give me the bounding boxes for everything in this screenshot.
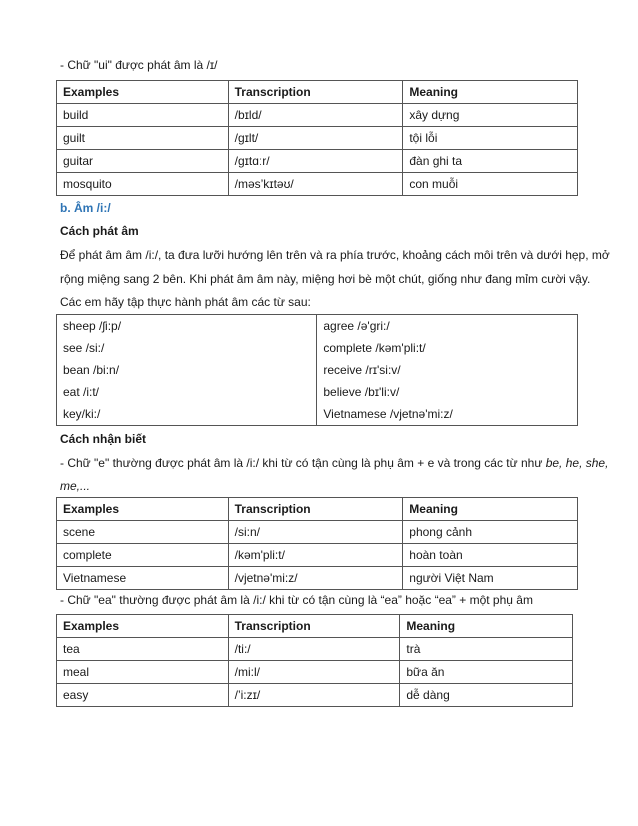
table-row <box>57 544 578 567</box>
practice-word-right: complete /kəm'pli:t/ <box>317 337 578 359</box>
cell-meaning: hoàn toàn <box>403 544 578 567</box>
practice-row <box>57 359 578 381</box>
cell-transcription: /ti:/ <box>228 638 400 661</box>
table-row <box>57 127 578 150</box>
section-b-heading: b. Âm /i:/ <box>60 201 111 215</box>
rule-e-continuation: me,... <box>60 479 91 493</box>
table-header-row <box>57 615 573 638</box>
practice-row <box>57 337 578 359</box>
cell-transcription: /’i:zɪ/ <box>228 684 400 707</box>
practice-row <box>57 403 578 426</box>
table-row <box>57 521 578 544</box>
cell-transcription: /gɪlt/ <box>228 127 403 150</box>
cell-transcription: /gɪtɑːr/ <box>228 150 403 173</box>
practice-word-left: key/ki:/ <box>57 403 317 426</box>
rule-e-line-2 <box>60 479 588 493</box>
table-row <box>57 638 573 661</box>
cell-meaning: đàn ghi ta <box>403 150 578 173</box>
practice-word-right: receive /rɪ'si:v/ <box>317 359 578 381</box>
practice-row <box>57 315 578 338</box>
cell-transcription: /kəm'pli:t/ <box>228 544 403 567</box>
cell-example: guilt <box>57 127 229 150</box>
practice-word-left: eat /i:t/ <box>57 381 317 403</box>
table-header-row <box>57 498 578 521</box>
cell-example: scene <box>57 521 229 544</box>
cell-meaning: phong cảnh <box>403 521 578 544</box>
table-e <box>56 497 578 590</box>
table-row <box>57 661 573 684</box>
how-to-text-line-2: rộng miệng sang 2 bên. Khi phát âm âm này, miệng hơi bè một chút, giống như đang mỉm cười vậy. <box>60 272 591 286</box>
practice-word-left: bean /bi:n/ <box>57 359 317 381</box>
table-row <box>57 173 578 196</box>
how-to-text-line-1: Để phát âm âm /i:/, ta đưa lưỡi hướng lên trên và ra phía trước, khoảng cách môi trên và dưới hẹp, mở <box>60 248 610 262</box>
practice-word-left: sheep /ʃi:p/ <box>57 315 317 338</box>
rule-e-prefix: - Chữ "e" thường được phát âm là /i:/ khi từ có tận cùng là phụ âm + e và trong các từ như <box>60 456 546 470</box>
header-transcription: Transcription <box>228 615 400 638</box>
cell-meaning: trà <box>400 638 573 661</box>
practice-word-right: agree /ə'gri:/ <box>317 315 578 338</box>
header-meaning: Meaning <box>403 498 578 521</box>
header-transcription: Transcription <box>228 498 403 521</box>
table-ui <box>56 80 578 196</box>
cell-example: guitar <box>57 150 229 173</box>
cell-transcription: /vjetnə'mi:z/ <box>228 567 403 590</box>
cell-meaning: xây dựng <box>403 104 578 127</box>
table-header-row <box>57 81 578 104</box>
cell-meaning: dễ dàng <box>400 684 573 707</box>
practice-table <box>56 314 578 426</box>
header-examples: Examples <box>57 615 229 638</box>
practice-row <box>57 381 578 403</box>
cell-example: build <box>57 104 229 127</box>
header-meaning: Meaning <box>403 81 578 104</box>
how-to-heading: Cách phát âm <box>60 224 139 238</box>
rule-e-line-1 <box>60 456 609 470</box>
cell-transcription: /məs’kɪtəʊ/ <box>228 173 403 196</box>
header-examples: Examples <box>57 498 229 521</box>
rule-e-examples: be, he, she, <box>545 456 609 470</box>
table-ea <box>56 614 573 707</box>
table-row <box>57 150 578 173</box>
practice-word-left: see /si:/ <box>57 337 317 359</box>
cell-meaning: con muỗi <box>403 173 578 196</box>
cell-example: Vietnamese <box>57 567 229 590</box>
cell-example: tea <box>57 638 229 661</box>
cell-transcription: /si:n/ <box>228 521 403 544</box>
header-transcription: Transcription <box>228 81 403 104</box>
table-row <box>57 684 573 707</box>
cell-meaning: bữa ăn <box>400 661 573 684</box>
cell-example: mosquito <box>57 173 229 196</box>
cell-meaning: tội lỗi <box>403 127 578 150</box>
recognize-heading: Cách nhận biết <box>60 432 147 446</box>
rule-ea-text: - Chữ "ea" thường được phát âm là /i:/ khi từ có tận cùng là “ea” hoặc “ea” + một phụ âm <box>60 593 533 607</box>
practice-instruction: Các em hãy tập thực hành phát âm các từ sau: <box>60 295 311 309</box>
table-row <box>57 567 578 590</box>
header-examples: Examples <box>57 81 229 104</box>
table-row <box>57 104 578 127</box>
cell-meaning: người Việt Nam <box>403 567 578 590</box>
practice-word-right: believe /bɪ'li:v/ <box>317 381 578 403</box>
cell-transcription: /mi:l/ <box>228 661 400 684</box>
intro-ui-text: - Chữ "ui" được phát âm là /ɪ/ <box>60 58 218 72</box>
cell-example: meal <box>57 661 229 684</box>
cell-example: complete <box>57 544 229 567</box>
cell-transcription: /bɪld/ <box>228 104 403 127</box>
cell-example: easy <box>57 684 229 707</box>
header-meaning: Meaning <box>400 615 573 638</box>
practice-word-right: Vietnamese /vjetnə'mi:z/ <box>317 403 578 426</box>
